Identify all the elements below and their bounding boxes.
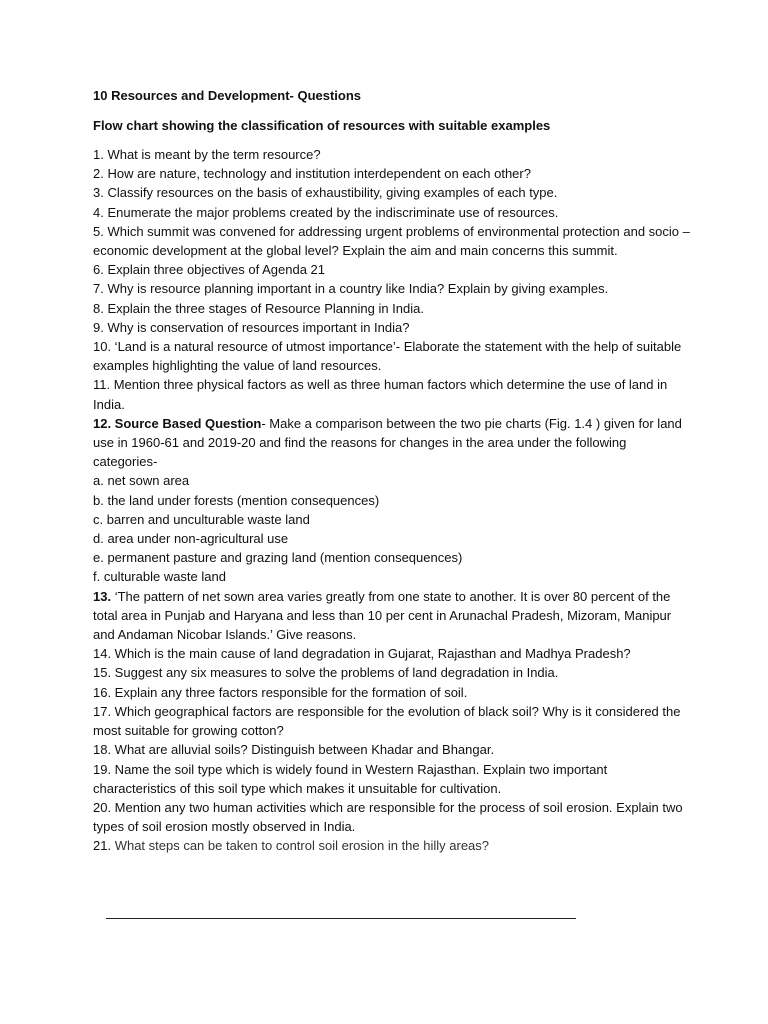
question-3: 3. Classify resources on the basis of exhaustibility, giving examples of each type. bbox=[93, 185, 558, 201]
question-11: 11. Mention three physical factors as well as three human factors which determine the use of land in India. bbox=[93, 377, 668, 412]
document-body bbox=[93, 86, 693, 856]
document-title: 10 Resources and Development- Questions bbox=[93, 88, 362, 103]
question-1: 1. What is meant by the term resource? bbox=[93, 147, 321, 162]
question-12-option-a: a. net sown area bbox=[93, 473, 190, 489]
question-5: 5. Which summit was convened for addressing urgent problems of environmental protection and socio – economic development at the global level? Explain the aim and main concerns this summit. bbox=[93, 223, 690, 259]
question-13 bbox=[93, 587, 693, 645]
question-13-label: 13. bbox=[93, 588, 112, 604]
question-12-option-c: c. barren and unculturable waste land bbox=[93, 511, 310, 527]
question-6: 6. Explain three objectives of Agenda 21 bbox=[93, 262, 325, 278]
question-9: 9. Why is conservation of resources important in India? bbox=[93, 319, 410, 335]
question-12-option-b: b. the land under forests (mention consequences) bbox=[93, 492, 380, 508]
question-18: 18. What are alluvial soils? Distinguish between Khadar and Bhangar. bbox=[93, 742, 495, 758]
question-21-text: What steps can be taken to control soil erosion in the hilly areas? bbox=[114, 838, 490, 854]
question-15: 15. Suggest any six measures to solve the problems of land degradation in India. bbox=[93, 665, 559, 681]
question-12-option-e: e. permanent pasture and grazing land (mention consequences) bbox=[93, 550, 463, 566]
question-4: 4. Enumerate the major problems created by the indiscriminate use of resources. bbox=[93, 204, 559, 220]
question-20: 20. Mention any two human activities which are responsible for the process of soil erosion. Explain two types of soil erosion mostly observed in India. bbox=[93, 799, 683, 835]
document-subtitle: Flow chart showing the classification of resources with suitable examples bbox=[93, 118, 551, 133]
question-12-text: - Make a comparison between the two pie charts (Fig. 1.4 ) given for land use in 1960-61 and 2019-20 and find the reasons for changes in the area under the following categories- bbox=[93, 415, 682, 470]
question-16: 16. Explain any three factors responsible for the formation of soil. bbox=[93, 684, 468, 700]
question-21 bbox=[93, 836, 693, 855]
question-17: 17. Which geographical factors are responsible for the evolution of black soil? Why is it considered the most suitable for growing cotton? bbox=[93, 703, 681, 739]
question-13-text: ‘The pattern of net sown area varies greatly from one state to another. It is over 80 percent of the total area in Punjab and Haryana and less than 10 per cent in Arunachal Pradesh, Mizoram, Manipur and Andaman Nicobar Islands.’ Give reasons. bbox=[93, 588, 672, 643]
question-12-option-d: d. area under non-agricultural use bbox=[93, 531, 289, 547]
question-19: 19. Name the soil type which is widely found in Western Rajasthan. Explain two important characteristics of this soil type which makes it unsuitable for cultivation. bbox=[93, 761, 608, 796]
bottom-divider bbox=[106, 918, 576, 919]
question-21-number: 21. bbox=[93, 838, 115, 854]
question-12 bbox=[93, 414, 693, 472]
question-7: 7. Why is resource planning important in a country like India? Explain by giving examples. bbox=[93, 281, 609, 297]
question-10: 10. ‘Land is a natural resource of utmost importance’- Elaborate the statement with the help of suitable examples highlighting the value of land resources. bbox=[93, 339, 682, 374]
question-8: 8. Explain the three stages of Resource Planning in India. bbox=[93, 300, 424, 316]
question-2: 2. How are nature, technology and institution interdependent on each other? bbox=[93, 166, 531, 182]
question-14: 14. Which is the main cause of land degradation in Gujarat, Rajasthan and Madhya Pradesh? bbox=[93, 646, 631, 662]
question-12-option-f: f. culturable waste land bbox=[93, 569, 226, 585]
question-12-label: 12. Source Based Question bbox=[93, 415, 262, 431]
